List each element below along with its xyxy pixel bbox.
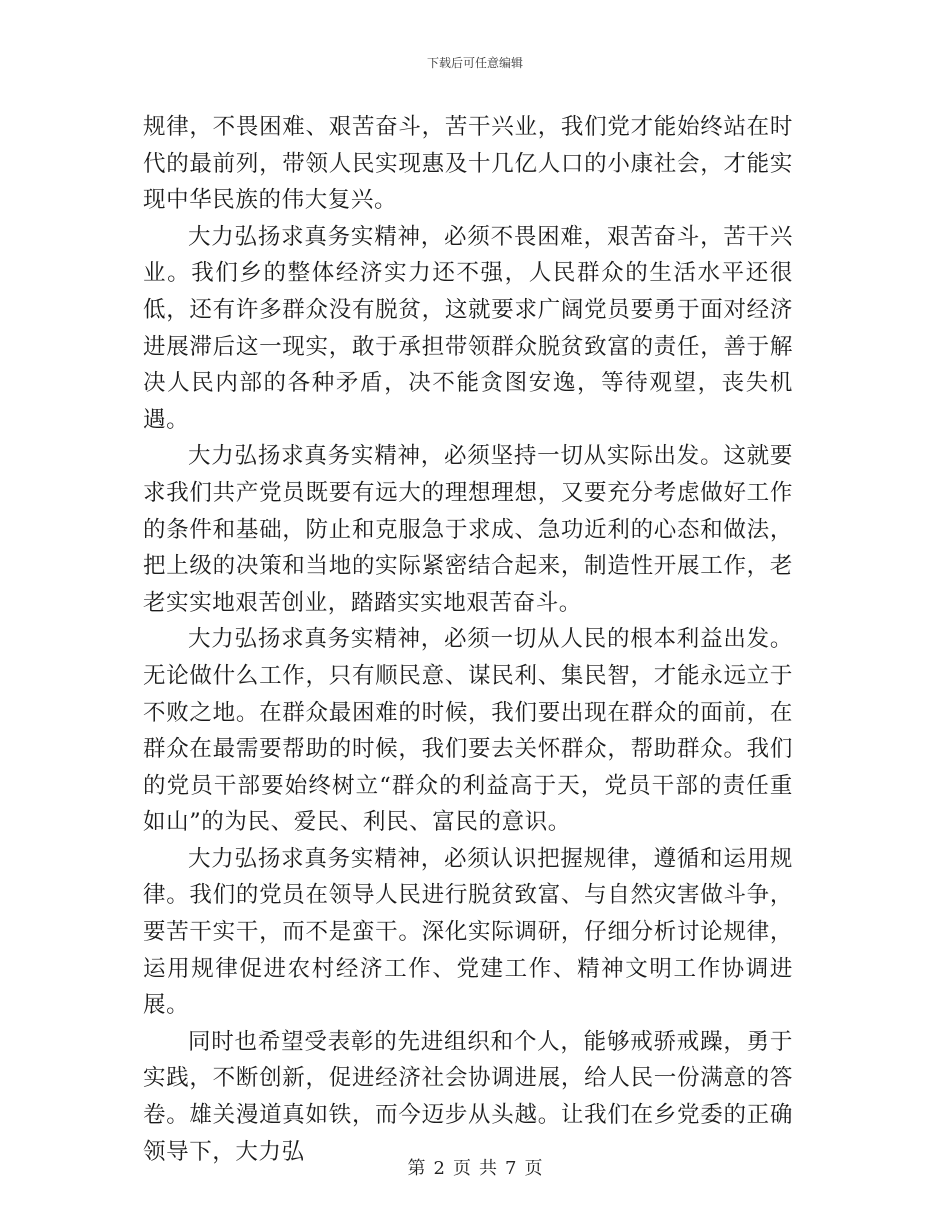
footer-gong: 共 [479,1158,497,1179]
footer-page-number: 2 [433,1158,445,1179]
paragraph: 大力弘扬求真务实精神，必须认识把握规律，遵循和运用规律。我们的党员在领导人民进行脱贫致富、与自然灾害做斗争，要苦干实干，而不是蛮干。深化实际调研，仔细分析讨论规律，运用规律促进农村经济工作、党建工作、精神文明工作协调进展。 [143,845,793,1019]
footer-ye: 页 [453,1158,471,1179]
footer-total-pages: 7 [505,1158,517,1179]
paragraph: 大力弘扬求真务实精神，必须不畏困难，艰苦奋斗，苦干兴业。我们乡的整体经济实力还不强，人民群众的生活水平还很低，还有许多群众没有脱贫，这就要求广阔党员要勇于面对经济进展滞后这一现实，敢于承担带领群众脱贫致富的责任，善于解决人民内部的各种矛盾，决不能贪图安逸，等待观望，丧失机遇。 [143,223,793,433]
paragraph: 同时也希望受表彰的先进组织和个人，能够戒骄戒躁，勇于实践，不断创新，促进经济社会协调进展，给人民一份满意的答卷。雄关漫道真如铁，而今迈步从头越。让我们在乡党委的正确领导下，大力弘 [143,1028,793,1165]
footer-di: 第 [407,1158,426,1179]
paragraph: 规律，不畏困难、艰苦奋斗，苦干兴业，我们党才能始终站在时代的最前列，带领人民实现惠及十几亿人口的小康社会，才能实现中华民族的伟大复兴。 [143,114,793,214]
page-footer [0,1154,950,1180]
header-note: 下载后可任意编辑 [426,56,523,70]
paragraph: 大力弘扬求真务实精神，必须坚持一切从实际出发。这就要求我们共产党员既要有远大的理想理想，又要充分考虑做好工作的条件和基础，防止和克服急于求成、急功近利的心态和做法，把上级的决策和当地的实际紧密结合起来，制造性开展工作，老老实实地艰苦创业，踏踏实实地艰苦奋斗。 [143,443,793,616]
body-text [143,109,793,1170]
footer-ye2: 页 [524,1158,543,1179]
paragraph: 大力弘扬求真务实精神，必须一切从人民的根本利益出发。无论做什么工作，只有顺民意、谋民利、集民智，才能永远立于不败之地。在群众最困难的时候，我们要出现在群众的面前，在群众在最需要帮助的时候，我们要去关怀群众，帮助群众。我们的党员干部要始终树立“群众的利益高于天，党员干部的责任重如山”的为民、爱民、利民、富民的意识。 [143,626,793,836]
